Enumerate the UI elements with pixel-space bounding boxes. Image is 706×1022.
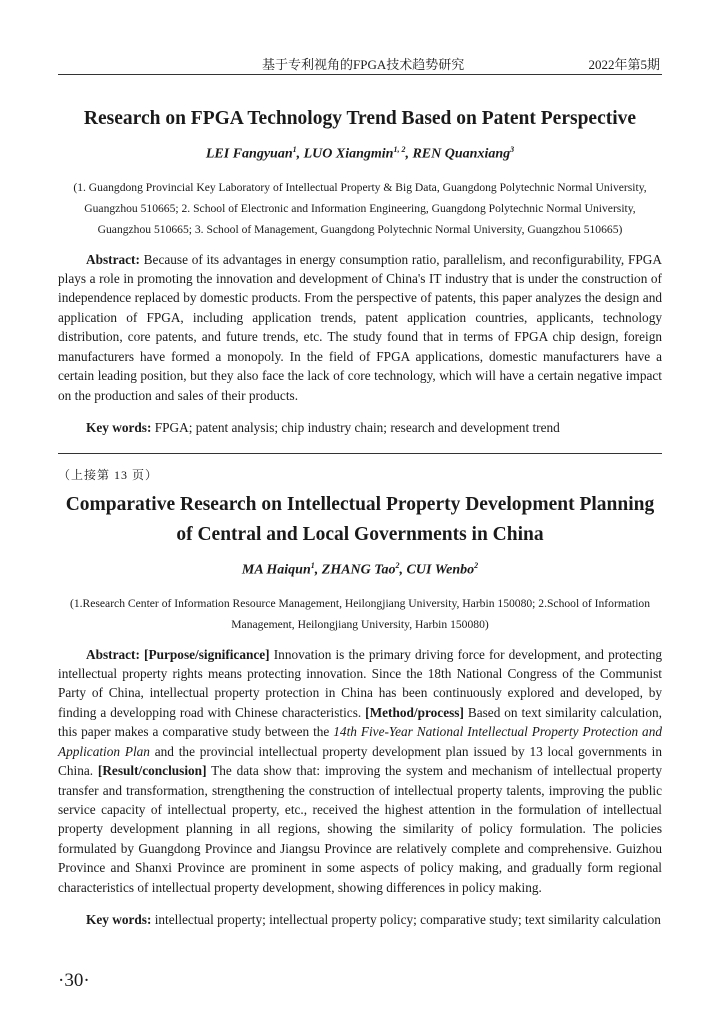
page-number: ·30· [58, 970, 90, 991]
author-name: MA Haiqun [241, 562, 311, 578]
author-sup: 1 [310, 561, 315, 570]
article-1-keywords [58, 418, 662, 437]
article-2-keywords [58, 910, 662, 929]
article-1 [58, 104, 662, 438]
article-1-affiliation: (1. Guangdong Provincial Key Laboratory of Intellectual Property & Big Data, Guangdong Polytechnic Normal University, Guangzhou 510665; 2. School of Electronic and Information Engineering, Guangdong Polytechnic Normal University, Guangzhou 510665; 3. School of Management, Guangdong Polytechnic Normal University, Guangzhou 510665) [73, 180, 647, 236]
abstract-text: Because of its advantages in energy consumption ratio, parallelism, and reconfigurability, FPGA plays a role in promoting the innovation and development of China's IT industry that is under the construction of independence replaced by domestic products. From the perspective of patents, this paper analyzes the design and application of FPGA, including application trends, patent application countries, applicants, technology distribution, core patents, and future trends, etc. The study found that in terms of FPGA chip design, foreign manufacturers have formed a monopoly. In the field of FPGA applications, domestic manufacturers have a certain leading position, but they also face the lack of core technology, which will have a certain negative impact on the production and sales of their products. [58, 251, 662, 403]
section-divider [58, 453, 662, 454]
purpose-text: Innovation is the primary driving force for development, and protecting intellectual property rights means protecting innovation. Since the 18th National Congress of the Communist Party of China, intellectual property protection in China has been continuously explored and developed, by finding a developping road with Chinese characteristics. [58, 646, 662, 720]
article-2 [58, 490, 662, 930]
author-name: LEI Fangyuan [205, 146, 293, 162]
running-header-issue: 2022年第5期 [588, 57, 660, 72]
article-2-affiliation: (1.Research Center of Information Resource Management, Heilongjiang University, Harbin 150080; 2.School of Information Management, Heilongjiang University, Harbin 150080) [69, 596, 651, 631]
article-2-title-line-2: of Central and Local Governments in China [176, 524, 544, 545]
running-header-title: 基于专利视角的FPGA技术趋势研究 [262, 57, 465, 72]
abstract-label: Abstract: [86, 251, 140, 267]
abstract-label: Abstract: [86, 646, 140, 662]
method-text-a: Based on text similarity calculation, this paper makes a comparative study between the [58, 704, 662, 740]
method-text-b: and the provincial intellectual property development plan issued by 13 local governments in China. [58, 743, 662, 779]
result-label: [Result/conclusion] [97, 763, 207, 779]
author-sup: 1 [292, 145, 297, 154]
author-sup: 1, 2 [393, 145, 406, 154]
keywords-label: Key words: [86, 912, 152, 928]
article-1-abstract [58, 250, 662, 405]
keywords-label: Key words: [86, 420, 152, 436]
article-2-authors: MA Haiqun$^1$, ZHANG Tao$^2$, CUI Wenbo$^2$ [241, 561, 479, 578]
keywords-text: FPGA; patent analysis; chip industry chain; research and development trend [154, 420, 560, 436]
plan-title-italic: 14th Five-Year National Intellectual Property Protection and Application Plan [58, 724, 663, 759]
article-1-authors: LEI Fangyuan$^1$, LUO Xiangmin$^{1, 2}$, REN Quanxiang$^3$ [205, 145, 515, 162]
author-name: REN Quanxiang [412, 146, 511, 162]
keywords-text: intellectual property; intellectual property policy; comparative study; text similarity calculation [154, 912, 661, 928]
author-sup: 2 [395, 561, 400, 570]
article-2-title-line-1: Comparative Research on Intellectual Property Development Planning [65, 494, 655, 515]
author-name: ZHANG Tao [321, 562, 396, 578]
author-name: LUO Xiangmin [303, 146, 394, 162]
author-sup: 2 [474, 561, 479, 570]
continued-from-note: （上接第 13 页） [58, 468, 159, 482]
purpose-label: [Purpose/significance] [144, 646, 270, 662]
author-name: CUI Wenbo [406, 562, 475, 578]
method-label: [Method/process] [365, 704, 464, 720]
article-1-title: Research on FPGA Technology Trend Based on Patent Perspective [83, 108, 637, 129]
result-text: The data show that: improving the system and mechanism of intellectual property transfer and transformation, strengthening the construction of intellectual property talents, improving the public service capacity of intellectual property, etc., received the highest attention in the formulation of intellectual property development planning in all regions, showing the similarity of policy formulation. The policies formulated by Guangdong Province and Jiangsu Province are relatively complete and comprehensive. Guizhou Province and Shanxi Province are prominent in some aspects of policy making, and gradually form regional characteristics of intellectual property development, showing differences in policy making. [58, 763, 663, 895]
article-2-title [58, 490, 662, 550]
running-header [58, 50, 662, 76]
article-2-abstract [58, 645, 662, 897]
header-rule [58, 74, 662, 75]
author-sup: 3 [510, 145, 515, 154]
